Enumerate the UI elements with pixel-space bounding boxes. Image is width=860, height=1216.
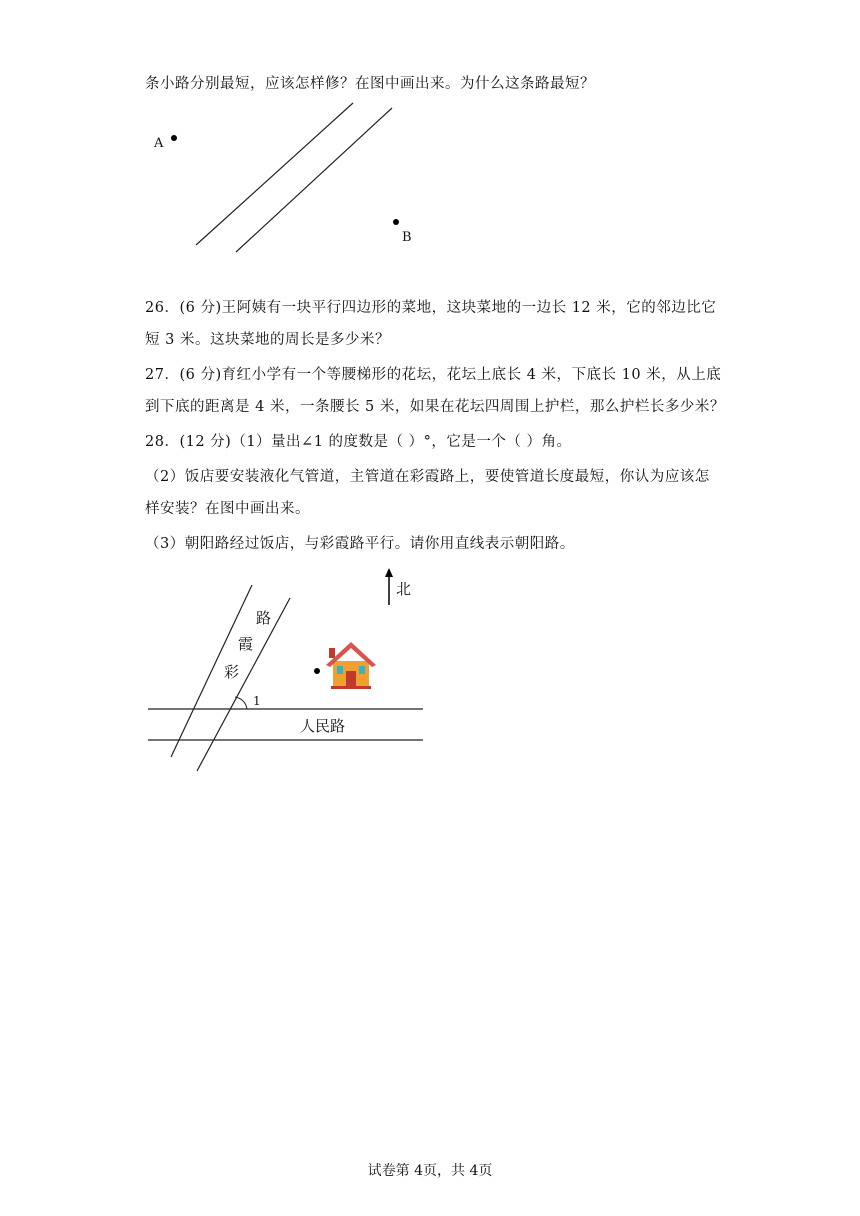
north-label: 北 — [396, 580, 412, 598]
question-28-part-1: 28．(12 分)（1）量出∠1 的度数是（ ）°，它是一个（ ）角。 — [145, 434, 572, 450]
angle-1-arc — [235, 697, 247, 709]
point-a-dot — [171, 135, 177, 141]
parallel-line-left — [196, 103, 353, 245]
point-a-label: A — [154, 136, 164, 151]
restaurant-dot — [314, 668, 320, 674]
question-28-part-2-line-1: （2）饭店要安装液化气管道，主管道在彩霞路上，要使管道长度最短，你认为应该怎 — [145, 469, 710, 485]
question-26-line-2: 短 3 米。这块菜地的周长是多少米？ — [145, 332, 390, 348]
point-b-dot — [393, 219, 399, 225]
angle-1-label: 1 — [253, 694, 261, 708]
point-b-label: B — [402, 230, 412, 245]
road-char-cai: 彩 — [224, 663, 240, 681]
figure-parallel-lines-ab — [140, 95, 440, 260]
caixia-road-right-edge — [197, 598, 290, 771]
question-27-line-1: 27．(6 分)育红小学有一个等腰梯形的花坛，花坛上底长 4 米，下底长 10 米，从上底 — [145, 367, 722, 383]
question-28-part-3: （3）朝阳路经过饭店，与彩霞路平行。请你用直线表示朝阳路。 — [145, 536, 575, 552]
caixia-road-left-edge — [171, 585, 252, 757]
page-footer: 试卷第 4页，共 4页 — [367, 1163, 493, 1179]
question-26-line-1: 26．(6 分)王阿姨有一块平行四边形的菜地，这块菜地的一边长 12 米，它的邻边比它 — [145, 300, 717, 316]
north-arrow-head — [385, 568, 393, 577]
road-char-lu: 路 — [256, 609, 272, 627]
question-27-line-2: 到下底的距离是 4 米，一条腰长 5 米，如果在花坛四周围上护栏，那么护栏长多少米？ — [145, 399, 725, 415]
parallel-line-right — [236, 108, 392, 252]
question-28-part-2-line-2: 样安装？在图中画出来。 — [145, 501, 310, 517]
figure-road-map — [140, 565, 440, 780]
road-char-xia: 霞 — [238, 635, 254, 653]
renmin-road-label: 人民路 — [300, 717, 346, 735]
restaurant-house-icon — [326, 642, 376, 689]
question-25-continuation: 条小路分别最短，应该怎样修？在图中画出来。为什么这条路最短？ — [145, 76, 595, 92]
